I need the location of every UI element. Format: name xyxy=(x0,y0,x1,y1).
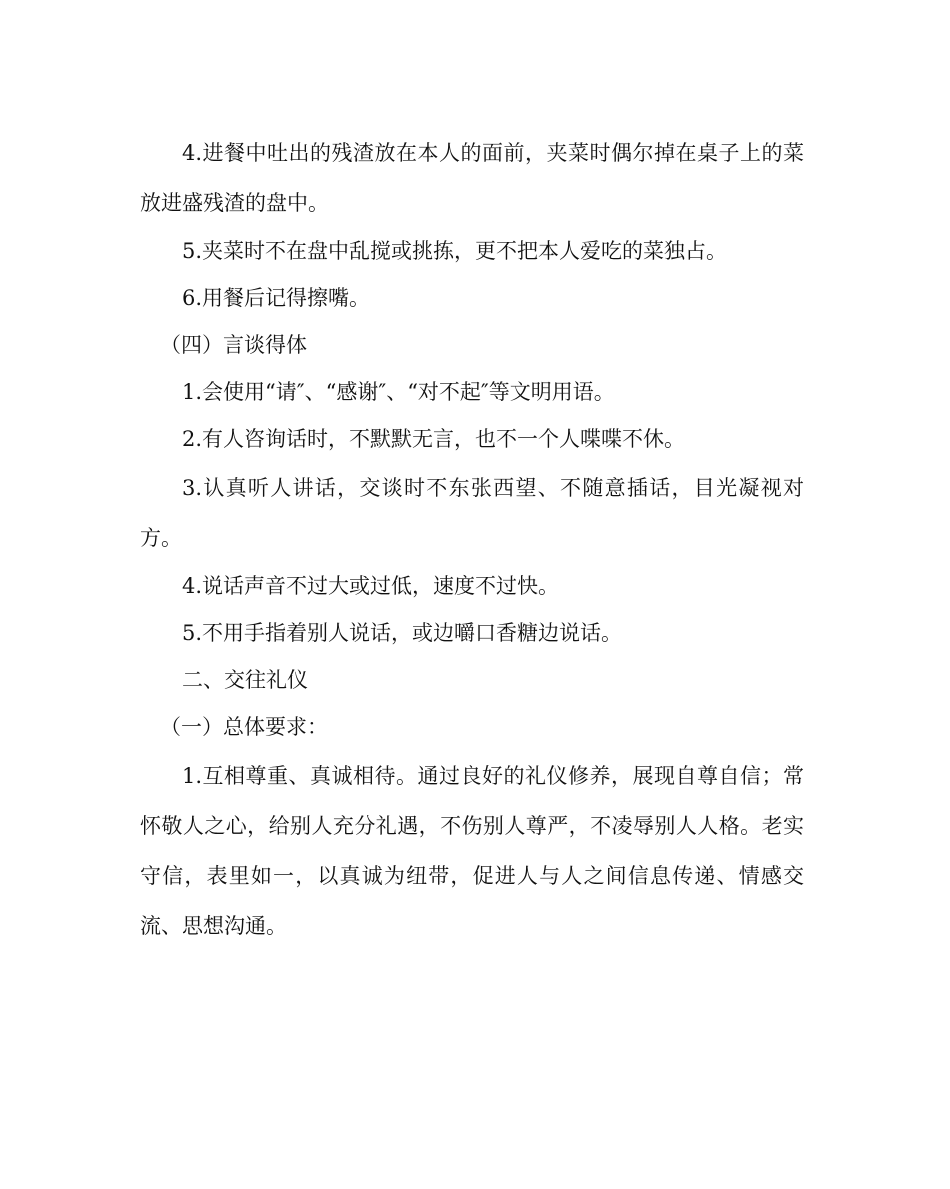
section-heading-speech: （四）言谈得体 xyxy=(160,333,307,357)
paragraph-speech-1: 1.会使用“请″、“感谢″、“对不起″等文明用语。 xyxy=(182,380,615,404)
paragraph-speech-3: 3.认真听人讲话，交谈时不东张西望、不随意插话，目光凝视对方。 xyxy=(140,476,804,550)
chapter-heading-social-etiquette: 二、交往礼仪 xyxy=(182,668,308,692)
paragraph-speech-4: 4.说话声音不过大或过低，速度不过快。 xyxy=(182,574,560,598)
paragraph-speech-5: 5.不用手指着别人说话，或边嚼口香糖边说话。 xyxy=(182,621,623,645)
section-heading-general-requirements: （一）总体要求： xyxy=(160,715,328,739)
paragraph-dining-4: 4.进餐中吐出的残渣放在本人的面前，夹菜时偶尔掉在桌子上的菜放进盛残渣的盘中。 xyxy=(140,141,804,215)
paragraph-general-1: 1.互相尊重、真诚相待。通过良好的礼仪修养，展现自尊自信；常怀敬人之心，给别人充分礼遇，不伤别人尊严，不凌辱别人人格。老实守信，表里如一，以真诚为纽带，促进人与人之间信息传递、情感交流、思想沟通。 xyxy=(140,764,804,938)
paragraph-dining-6: 6.用餐后记得擦嘴。 xyxy=(182,286,371,310)
paragraph-speech-2: 2.有人咨询话时，不默默无言，也不一个人喋喋不休。 xyxy=(182,427,686,451)
paragraph-dining-5: 5.夹菜时不在盘中乱搅或挑拣，更不把本人爱吃的菜独占。 xyxy=(182,239,728,263)
document-body xyxy=(140,128,804,951)
